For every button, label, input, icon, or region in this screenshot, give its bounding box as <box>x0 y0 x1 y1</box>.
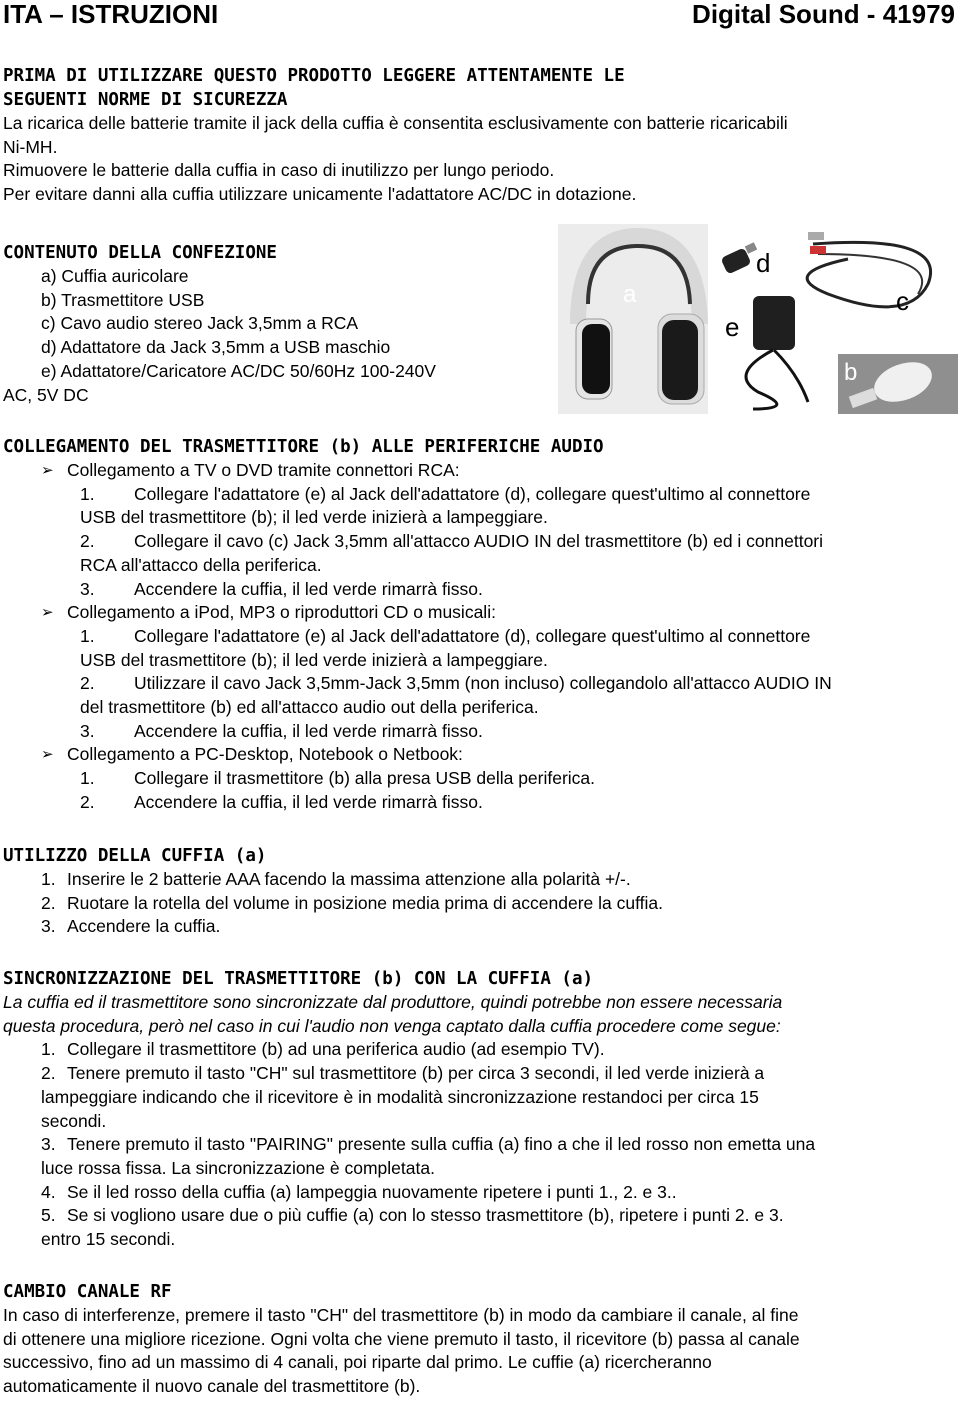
connection-group-title: ➢ Collegamento a TV o DVD tramite connettori RCA: <box>3 459 958 483</box>
contents-section <box>3 241 543 407</box>
contents-item: d) Adattatore da Jack 3,5mm a USB maschio <box>41 337 391 358</box>
sync-heading: SINCRONIZZAZIONE DEL TRASMETTITORE (b) CON LA CUFFIA (a) <box>3 969 594 989</box>
photo-label-a: a <box>623 281 637 308</box>
safety-section <box>3 64 955 207</box>
safety-heading-line2: SEGUENTI NORME DI SICUREZZA <box>3 90 288 110</box>
photo-label-e: e <box>725 312 740 342</box>
connection-step-cont: RCA all'attacco della periferica. <box>80 554 322 575</box>
sync-step: 4. Se il led rosso della cuffia (a) lampeggia nuovamente ripetere i punti 1., 2. e 3.. <box>41 1181 677 1202</box>
usage-step: 3. Accendere la cuffia. <box>41 916 221 937</box>
connection-step: 3. Accendere la cuffia, il led verde rimarrà fisso. <box>80 578 483 599</box>
connection-step: 1. Collegare l'adattatore (e) al Jack dell'adattatore (d), collegare quest'ultimo al connettore <box>80 483 811 504</box>
rf-section <box>3 1280 958 1399</box>
adapter-d-image <box>720 242 757 274</box>
header-title: ITA – ISTRUZIONI <box>3 0 219 29</box>
rf-heading: CAMBIO CANALE RF <box>3 1282 172 1302</box>
connection-step: 2. Accendere la cuffia, il led verde rimarrà fisso. <box>80 791 483 812</box>
contents-item: e) Adattatore/Caricatore AC/DC 50/60Hz 100-240V <box>41 360 436 381</box>
sync-step: 1. Collegare il trasmettitore (b) ad una periferica audio (ad esempio TV). <box>41 1039 605 1060</box>
contents-item-continuation: AC, 5V DC <box>3 384 89 405</box>
usage-step: 2. Ruotare la rotella del volume in posizione media prima di accendere la cuffia. <box>41 892 663 913</box>
connection-step-cont: del trasmettitore (b) ed all'attacco audio out della periferica. <box>80 697 539 718</box>
rf-line: In caso di interferenze, premere il tasto "CH" del trasmettitore (b) in modo da cambiare il canale, al fine <box>3 1305 799 1325</box>
product-photo <box>558 224 958 414</box>
connection-step: 3. Accendere la cuffia, il led verde rimarrà fisso. <box>80 720 483 741</box>
connection-step-cont: USB del trasmettitore (b); il led verde inizierà a lampeggiare. <box>80 649 548 670</box>
cable-c-image <box>807 232 930 307</box>
safety-line: Per evitare danni alla cuffia utilizzare unicamente l'adattatore AC/DC in dotazione. <box>3 184 637 205</box>
connection-section <box>3 435 958 815</box>
instruction-page <box>3 0 955 1397</box>
sync-step-cont: luce rossa fissa. La sincronizzazione è completata. <box>41 1157 435 1178</box>
rf-line: automaticamente il nuovo canale del trasmettitore (b). <box>3 1376 421 1397</box>
page-header <box>3 0 955 30</box>
sync-step: 5. Se si vogliono usare due o più cuffie (a) con lo stesso trasmettitore (b), ripetere i punti 2. e 3. <box>41 1205 784 1226</box>
safety-line: La ricarica delle batterie tramite il jack della cuffia è consentita esclusivamente con batterie ricaricabili <box>3 113 788 133</box>
sync-step-cont: lampeggiare indicando che il ricevitore è in modalità sincronizzazione restandoci per circa 15 <box>41 1086 759 1107</box>
photo-label-d: d <box>756 248 771 278</box>
usage-section <box>3 844 958 939</box>
sync-step-cont: secondi. <box>41 1110 107 1131</box>
connection-step: 2. Collegare il cavo (c) Jack 3,5mm all'attacco AUDIO IN del trasmettitore (b) ed i connettori <box>80 531 824 552</box>
photo-label-c: c <box>896 286 909 316</box>
charger-e-image <box>746 296 808 409</box>
sync-step-cont: entro 15 secondi. <box>41 1229 176 1250</box>
arrow-bullet-icon: ➢ <box>41 603 54 622</box>
usage-heading: UTILIZZO DELLA CUFFIA (a) <box>3 846 267 866</box>
sync-step: 3. Tenere premuto il tasto "PAIRING" presente sulla cuffia (a) fino a che il led rosso non emetta una <box>41 1134 816 1155</box>
connection-step: 1. Collegare il trasmettitore (b) alla presa USB della periferica. <box>80 768 596 789</box>
sync-section <box>3 967 958 1252</box>
connection-group-title: ➢ Collegamento a iPod, MP3 o riproduttori CD o musicali: <box>3 601 958 625</box>
contents-item: c) Cavo audio stereo Jack 3,5mm a RCA <box>41 313 359 334</box>
connection-step-cont: USB del trasmettitore (b); il led verde inizierà a lampeggiare. <box>80 507 548 528</box>
rf-line: di ottenere una migliore ricezione. Ogni volta che viene premuto il tasto, il ricevitore (b) passa al canale <box>3 1328 800 1349</box>
connection-heading: COLLEGAMENTO DEL TRASMETTITORE (b) ALLE PERIFERICHE AUDIO <box>3 437 604 457</box>
contents-item: b) Trasmettitore USB <box>41 289 205 310</box>
usage-step: 1. Inserire le 2 batterie AAA facendo la massima attenzione alla polarità +/-. <box>41 869 631 889</box>
sync-intro: La cuffia ed il trasmettitore sono sincronizzate dal produttore, quindi potrebbe non essere necessaria <box>3 992 783 1012</box>
sync-intro: questa procedura, però nel caso in cui l'audio non venga captato dalla cuffia procedere come segue: <box>3 1015 781 1036</box>
arrow-bullet-icon: ➢ <box>41 461 54 479</box>
connection-group-title: ➢ Collegamento a PC-Desktop, Notebook o Netbook: <box>3 743 958 767</box>
contents-heading: CONTENUTO DELLA CONFEZIONE <box>3 243 277 263</box>
safety-heading-line1: PRIMA DI UTILIZZARE QUESTO PRODOTTO LEGGERE ATTENTAMENTE LE <box>3 66 625 86</box>
photo-label-b: b <box>844 359 858 386</box>
sync-step: 2. Tenere premuto il tasto "CH" sul trasmettitore (b) per circa 3 secondi, il led verde inizierà a <box>41 1063 765 1084</box>
header-product: Digital Sound - 41979 <box>692 0 955 29</box>
connection-step: 2. Utilizzare il cavo Jack 3,5mm-Jack 3,5mm (non incluso) collegandolo all'attacco AUDIO IN <box>80 673 832 694</box>
safety-line: Ni-MH. <box>3 136 58 157</box>
connection-step: 1. Collegare l'adattatore (e) al Jack dell'adattatore (d), collegare quest'ultimo al connettore <box>80 625 811 646</box>
headphone-image <box>558 224 708 414</box>
arrow-bullet-icon: ➢ <box>41 745 54 764</box>
rf-line: successivo, fino ad un massimo di 4 canali, poi riparte dal primo. Le cuffie (a) ricercheranno <box>3 1352 712 1373</box>
contents-item: a) Cuffia auricolare <box>41 266 189 286</box>
safety-line: Rimuovere le batterie dalla cuffia in caso di inutilizzo per lungo periodo. <box>3 160 555 181</box>
